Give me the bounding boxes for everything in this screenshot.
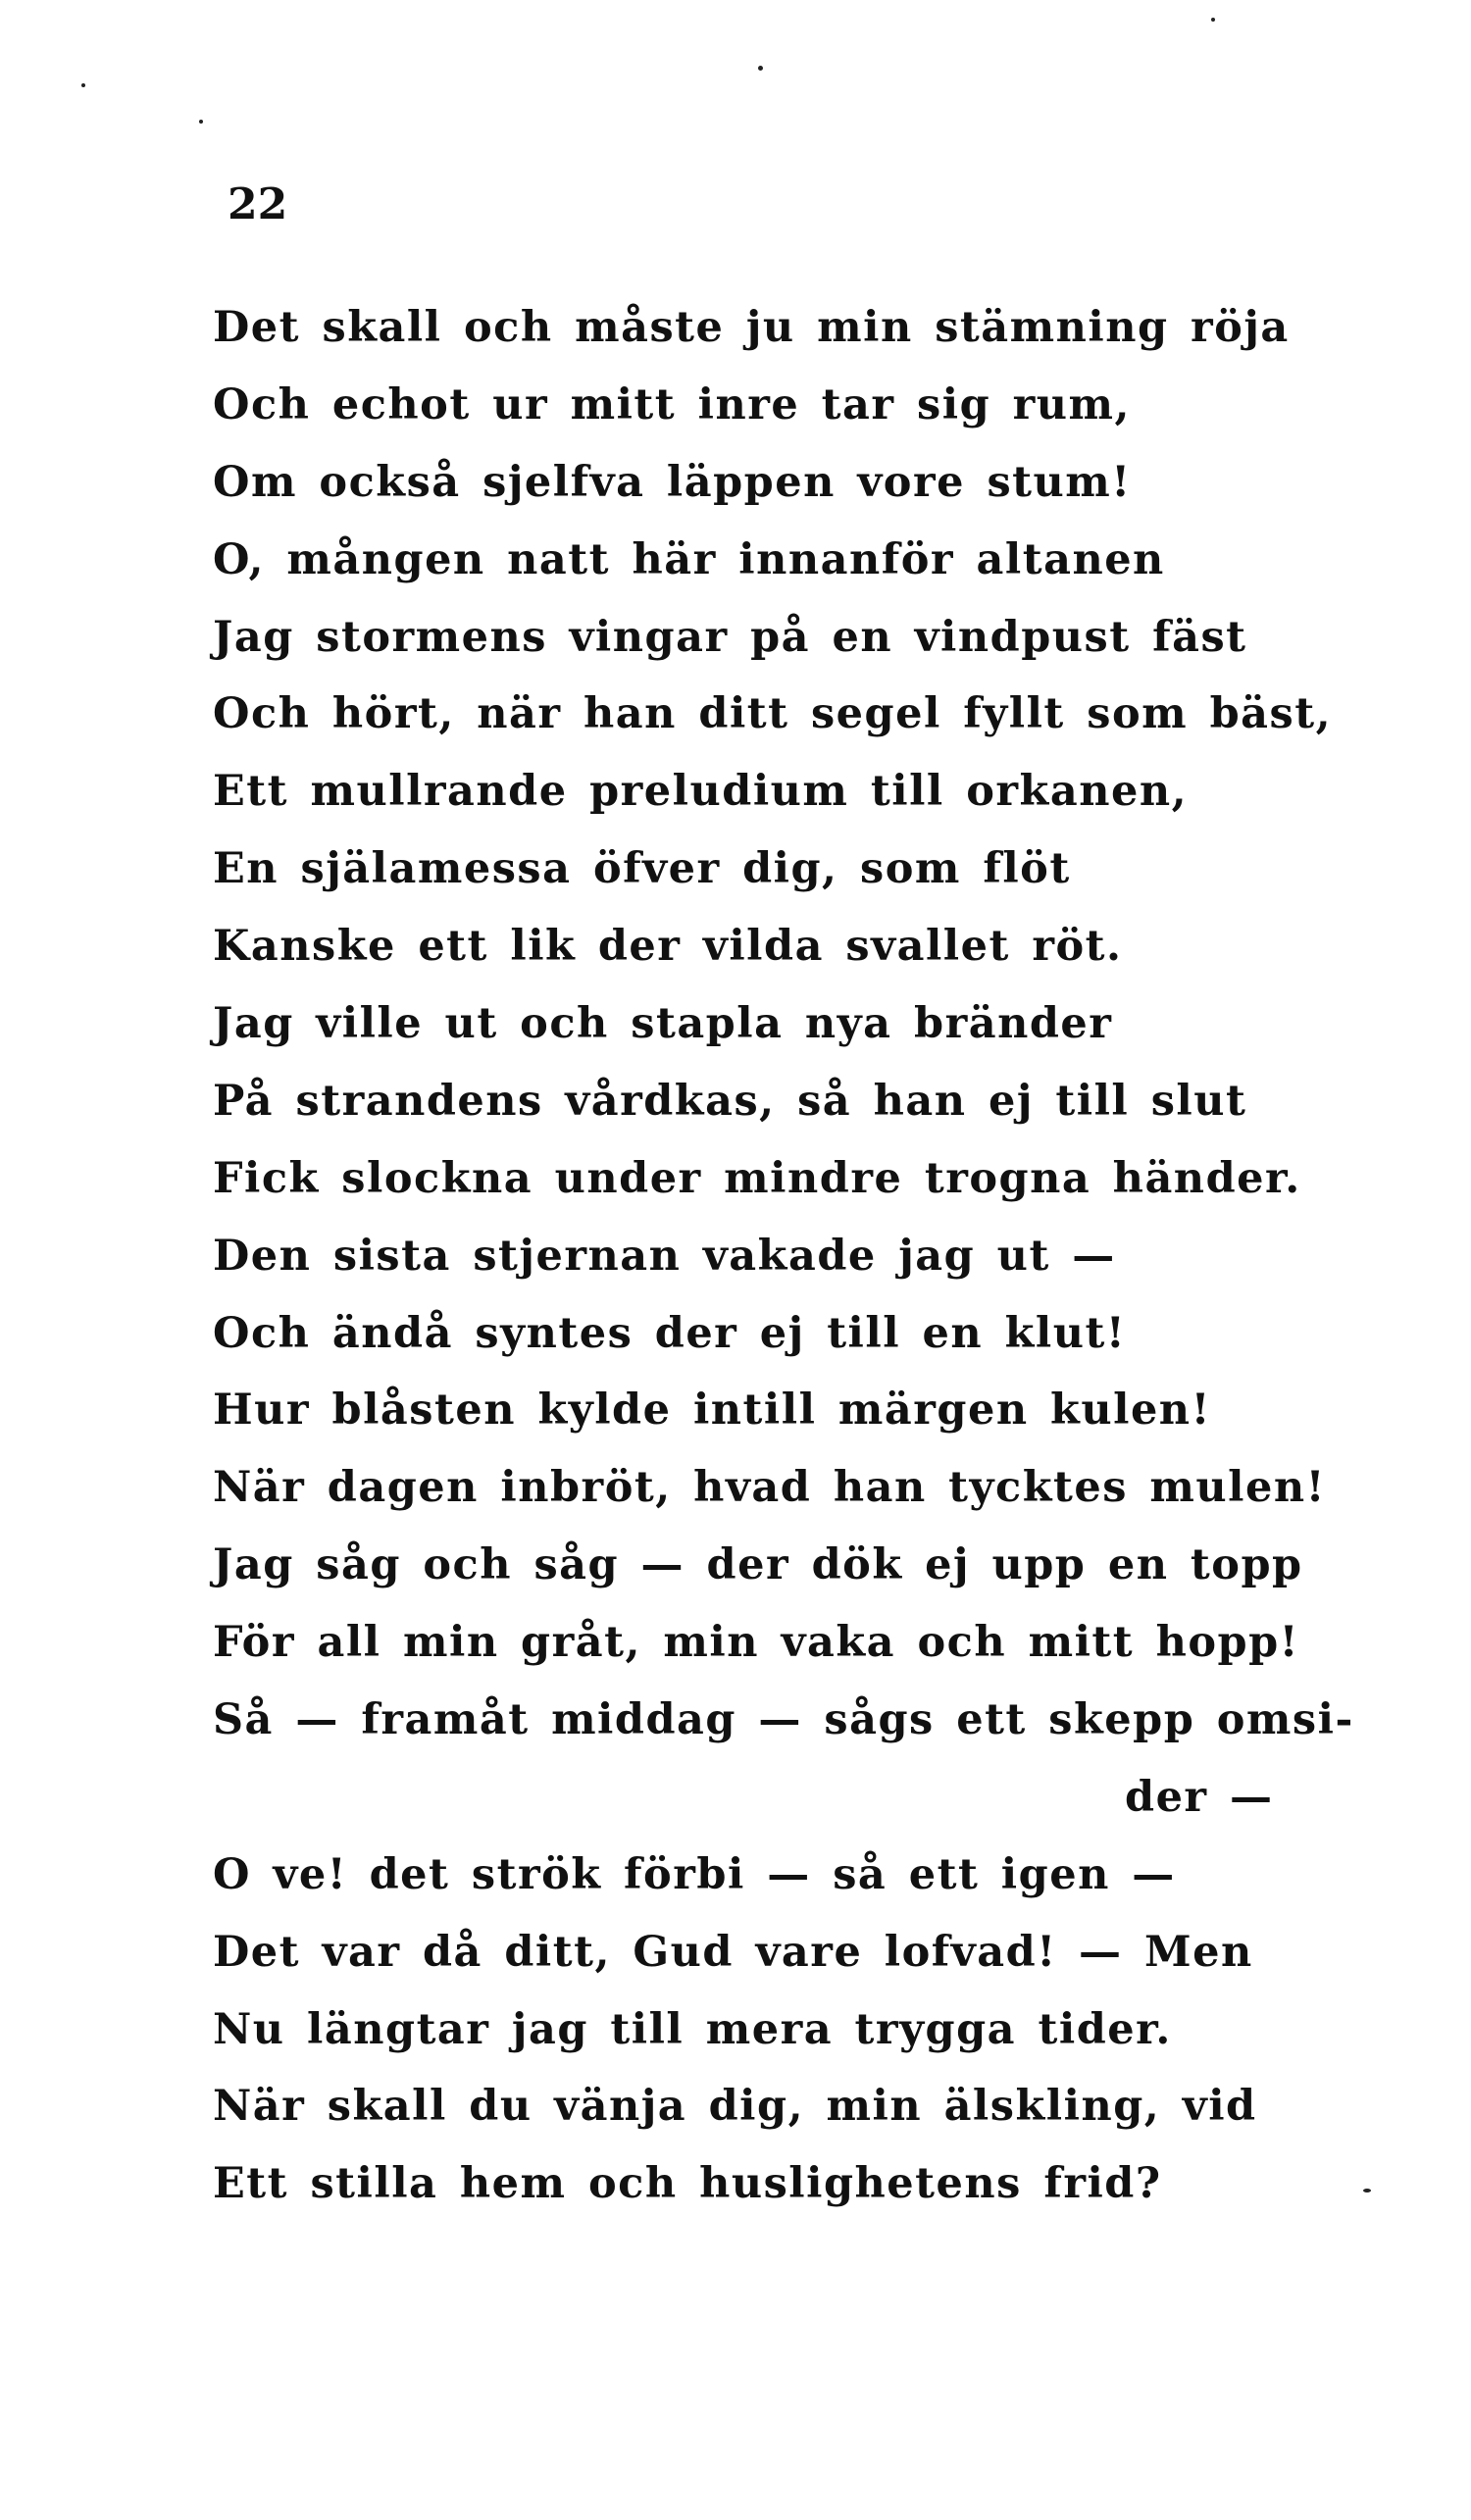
poem-line: Det skall och måste ju min stämning röja	[213, 303, 1290, 352]
page-number: 22	[228, 179, 288, 229]
poem-line: Så — framåt middag — sågs ett skepp omsi-	[213, 1695, 1354, 1745]
poem-line: Och echot ur mitt inre tar sig rum,	[213, 379, 1132, 429]
poem-line: Jag ville ut och stapla nya bränder	[213, 999, 1113, 1049]
poem-line: När skall du vänja dig, min älskling, vid	[213, 2082, 1257, 2132]
poem-line: Jag såg och såg — der dök ej upp en topp	[213, 1540, 1303, 1590]
poem-line: Om också sjelfva läppen vore stum!	[213, 457, 1132, 507]
poem-line: Fick slockna under mindre trogna händer.	[213, 1153, 1301, 1203]
poem-line: O, mången natt här innanför altanen	[213, 534, 1165, 584]
poem-line: Ett stilla hem och huslighetens frid?	[213, 2159, 1162, 2209]
poem-line: Och ändå syntes der ej till en klut!	[213, 1308, 1127, 1358]
poem-line: Det var då ditt, Gud vare lofvad! — Men	[213, 1927, 1253, 1977]
poem-line: Nu längtar jag till mera trygga tider.	[213, 2004, 1172, 2054]
scan-speck	[199, 120, 203, 124]
scan-speck	[758, 66, 763, 71]
poem-line-continuation: der —	[1125, 1772, 1274, 1822]
scan-speck	[81, 83, 85, 87]
scan-speck	[1363, 2189, 1371, 2192]
poem-line: O ve! det strök förbi — så ett igen —	[213, 1849, 1176, 1899]
poem-line: Den sista stjernan vakade jag ut —	[213, 1231, 1116, 1281]
poem-line: Ett mullrande preludium till orkanen,	[213, 767, 1189, 817]
poem-line: En själamessa öfver dig, som flöt	[213, 844, 1071, 894]
poem-line: Kanske ett lik der vilda svallet röt.	[213, 922, 1123, 972]
poem-line: På strandens vårdkas, så han ej till slut	[213, 1076, 1247, 1126]
scan-speck	[1211, 18, 1215, 22]
poem-line: Hur blåsten kylde intill märgen kulen!	[213, 1386, 1211, 1436]
poem-line: När dagen inbröt, hvad han tycktes mulen!	[213, 1463, 1327, 1513]
poem-text	[213, 289, 1370, 2223]
poem-line: Jag stormens vingar på en vindpust fäst	[213, 612, 1247, 662]
poem-line: För all min gråt, min vaka och mitt hopp!	[213, 1618, 1300, 1668]
poem-line: Och hört, när han ditt segel fyllt som bäst,	[213, 689, 1333, 739]
